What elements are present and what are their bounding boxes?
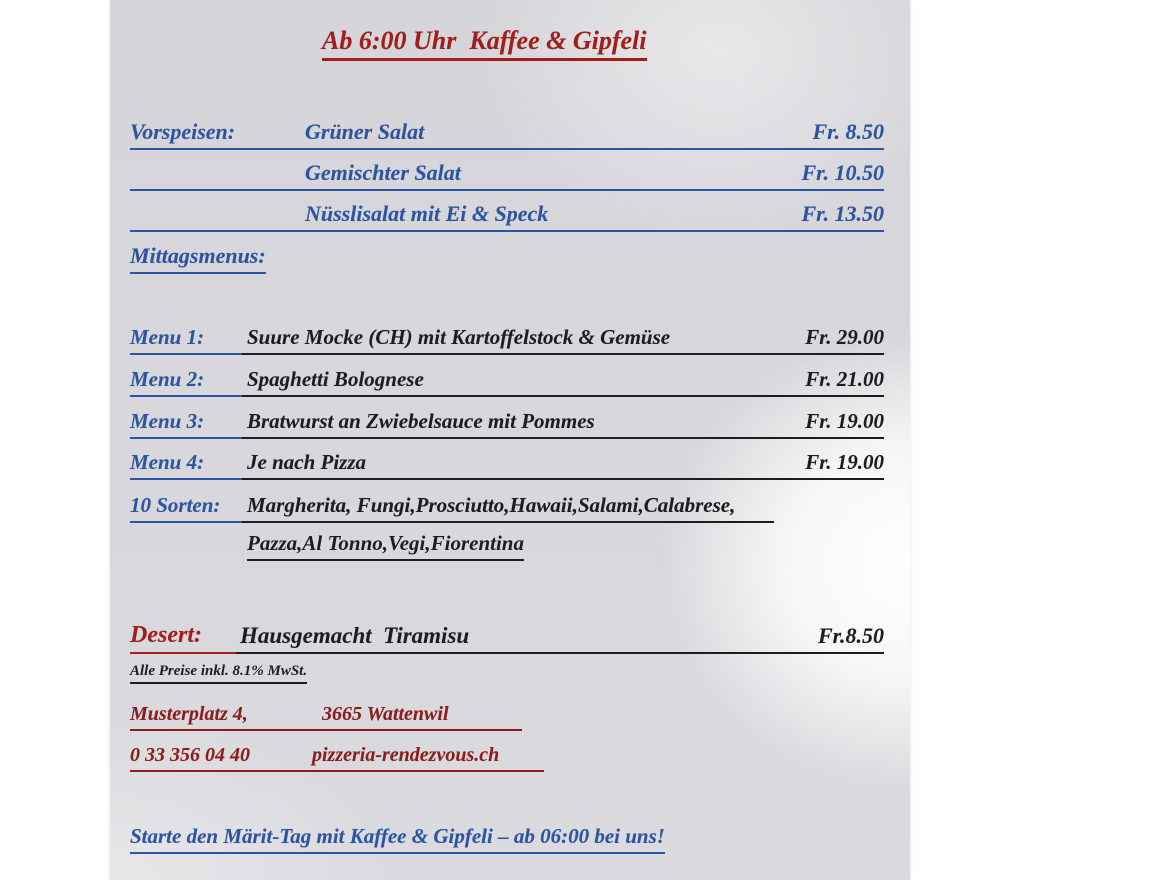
menu-title — [322, 26, 647, 61]
starter-name: Nüsslisalat mit Ei & Speck — [305, 201, 549, 226]
phone-number: 0 33 356 04 40 — [130, 744, 250, 766]
menu-label: Menu 3: — [130, 409, 205, 433]
starter-row-3 — [130, 200, 884, 232]
starter-price: Fr. 13.50 — [801, 201, 884, 226]
address-row — [130, 699, 522, 731]
dessert-label: Desert: — [130, 622, 202, 648]
menu-name: Suure Mocke (CH) mit Kartoffelstock & Gemüse — [247, 325, 671, 349]
starter-name: Gemischter Salat — [305, 160, 461, 185]
address-city: 3665 Wattenwil — [322, 703, 449, 725]
menu-price: Fr. 19.00 — [805, 409, 884, 433]
lunch-heading — [130, 243, 266, 274]
address-street: Musterplatz 4, — [130, 703, 248, 725]
menu-label: Menu 2: — [130, 367, 205, 391]
lunch-heading-text: Mittagsmenus: — [130, 243, 266, 274]
menu-label: Menu 4: — [130, 450, 205, 474]
website-text: pizzeria-rendezvous.ch — [312, 744, 500, 766]
footer-tagline-text: Starte den Märit-Tag mit Kaffee & Gipfeli – ab 06:00 bei uns! — [130, 824, 665, 854]
starter-price: Fr. 8.50 — [812, 119, 884, 144]
menu-row-2 — [130, 363, 884, 395]
menu-price: Fr. 19.00 — [805, 450, 884, 474]
dessert-row — [130, 618, 884, 652]
pizza-row-2 — [247, 531, 524, 561]
menu-name: Je nach Pizza — [247, 450, 367, 474]
menu-title-text: Ab 6:00 Uhr Kaffee & Gipfeli — [322, 26, 647, 61]
menu-price: Fr. 21.00 — [805, 367, 884, 391]
starters-label: Vorspeisen: — [130, 119, 236, 144]
tax-note — [130, 662, 307, 684]
pizza-list-line1: Margherita, Fungi,Prosciutto,Hawaii,Salami,Calabrese, — [247, 493, 736, 517]
menu-row-4 — [130, 446, 884, 478]
phone-row — [130, 740, 544, 772]
dessert-price: Fr.8.50 — [817, 623, 884, 648]
menu-name: Bratwurst an Zwiebelsauce mit Pommes — [247, 409, 595, 433]
starter-row-2 — [130, 159, 884, 191]
menu-row-1 — [130, 321, 884, 353]
starter-row-1 — [130, 118, 884, 150]
footer-tagline — [130, 824, 665, 854]
menu-row-3 — [130, 405, 884, 437]
starter-price: Fr. 10.50 — [801, 160, 884, 185]
pizza-row-1 — [130, 489, 774, 521]
starter-name: Grüner Salat — [305, 119, 425, 144]
menu-paper — [110, 0, 910, 880]
pizza-sorts-label: 10 Sorten: — [130, 493, 221, 517]
menu-label: Menu 1: — [130, 325, 205, 349]
pizza-list-line2: Pazza,Al Tonno,Vegi,Fiorentina — [247, 531, 524, 561]
menu-price: Fr. 29.00 — [805, 325, 884, 349]
dessert-name: Hausgemacht Tiramisu — [240, 623, 470, 648]
menu-name: Spaghetti Bolognese — [247, 367, 424, 391]
tax-note-text: Alle Preise inkl. 8.1% MwSt. — [130, 663, 307, 684]
